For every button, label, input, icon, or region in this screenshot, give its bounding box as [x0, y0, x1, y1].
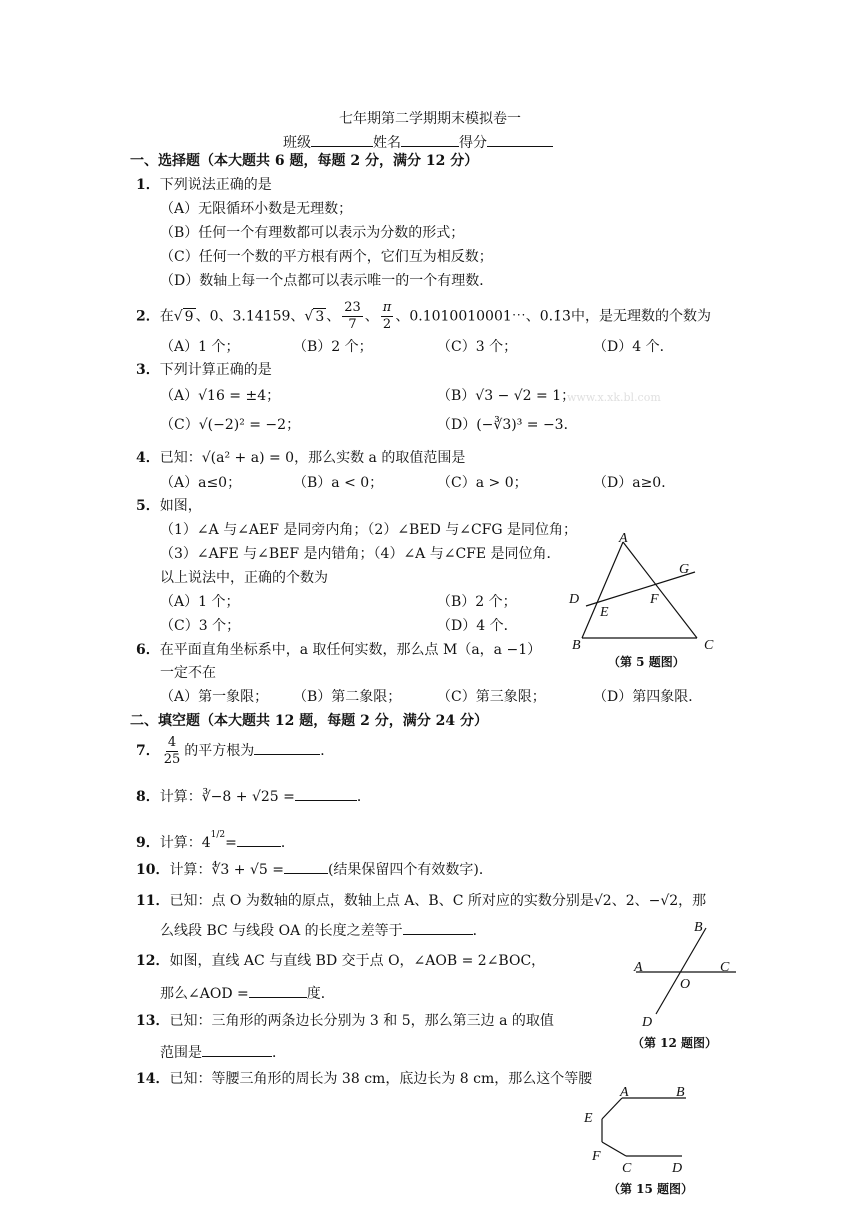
q6-option-c: （C）第三象限；: [437, 689, 546, 705]
point-a: A: [634, 960, 643, 975]
q2-option-a: （A）1 个；: [160, 339, 240, 355]
q13-answer-blank[interactable]: [202, 1042, 272, 1057]
q5-question: 以上说法中，正确的个数为: [160, 570, 328, 586]
q1-option-d: （D）数轴上每一个点都可以表示唯一的一个有理数．: [160, 273, 494, 289]
point-a: A: [620, 1085, 629, 1100]
q2-option-b: （B）2 个；: [293, 339, 373, 355]
q5-statement-1-2: （1）∠A 与∠AEF 是同旁内角；（2）∠BED 与∠CFG 是同位角；: [160, 522, 578, 538]
q12-stem-cont: 那么∠AOD = 度．: [160, 983, 335, 1003]
q8-stem: 8．计算：∛−8 + √25 = ．: [136, 786, 371, 806]
score-blank[interactable]: [487, 132, 553, 147]
point-c: C: [704, 638, 714, 652]
name-label: 姓名: [373, 135, 401, 151]
segment-fc: [602, 1142, 626, 1156]
student-info-line: [283, 132, 553, 152]
q4-option-c: （C）a > 0；: [437, 475, 528, 491]
q2-pi-fraction: $\frac{\pi}{2}$: [382, 300, 392, 332]
figure-q15-polyline: [578, 1082, 708, 1178]
q1-option-b: （B）任何一个有理数都可以表示为分数的形式；: [160, 225, 465, 241]
score-label: 得分: [459, 135, 487, 151]
point-f: F: [592, 1149, 601, 1164]
q2-option-d: （D）4 个．: [593, 339, 674, 355]
q2-stem: 2．在√ 9 、0、3.14159、√ 3 、 $\frac{23}{7}$ 、 $\frac{\pi}{2}$ 、0.1010010001⋯、0.1̇3̇中，是无理数的个数为: [136, 300, 711, 332]
q9-stem: 9．计算：$4^{1/2}=$ ．: [136, 830, 295, 851]
q7-answer-blank[interactable]: [254, 740, 320, 755]
line-bd: [656, 928, 706, 1014]
segment-ae: [602, 1098, 622, 1119]
q9-answer-blank[interactable]: [237, 832, 281, 847]
point-e: E: [600, 605, 609, 620]
q8-answer-blank[interactable]: [295, 786, 357, 801]
name-blank[interactable]: [401, 132, 459, 147]
q6-stem: 6．在平面直角坐标系中，a 取任何实数，那么点 M（a，a −1）: [136, 642, 542, 658]
fig5-caption: （第 5 题图）: [608, 655, 685, 669]
point-b: B: [676, 1085, 685, 1100]
q1-number: 1．: [136, 177, 160, 193]
q13-stem-cont: 范围是 ．: [160, 1042, 286, 1062]
q3-option-a: （A）√16 = ±4；: [160, 388, 281, 404]
q13-stem: 13．已知：三角形的两条边长分别为 3 和 5，那么第三边 a 的取值: [136, 1013, 554, 1029]
q3-option-b: （B）√3 − √2 = 1；: [437, 388, 576, 404]
q11-stem: 11．已知：点 O 为数轴的原点，数轴上点 A、B、C 所对应的实数分别是√2、2、−√2，那: [136, 893, 707, 909]
point-b: B: [694, 920, 703, 935]
q6-option-d: （D）第四象限．: [593, 689, 703, 705]
q1-option-c: （C）任何一个数的平方根有两个，它们互为相反数；: [160, 249, 493, 265]
q4-stem: 4．已知：√(a² + a) = 0，那么实数 a 的取值范围是: [136, 450, 466, 466]
q3-option-d: （D）(−∛3)³ = −3．: [437, 417, 578, 433]
q7-stem: 7． $\frac{4}{25}$ 的平方根为 ．: [136, 734, 335, 767]
fig15-caption: （第 15 题图）: [608, 1182, 694, 1196]
q3-stem-text: 下列计算正确的是: [159, 362, 272, 378]
section-heading-fill: 二、填空题（本大题共 12 题，每题 2 分，满分 24 分）: [130, 713, 488, 729]
q14-stem: 14．已知：等腰三角形的周长为 38 cm，底边长为 8 cm，那么这个等腰: [136, 1071, 593, 1087]
q2-option-c: （C）3 个；: [437, 339, 518, 355]
q4-option-d: （D）a≥0．: [593, 475, 676, 491]
q12-answer-blank[interactable]: [249, 983, 307, 998]
q1-option-a: （A）无限循环小数是无理数；: [160, 201, 353, 217]
q6-option-a: （A）第一象限；: [160, 689, 269, 705]
point-d: D: [642, 1015, 653, 1030]
section-heading-choice: 一、选择题（本大题共 6 题，每题 2 分，满分 12 分）: [130, 153, 479, 169]
q11-stem-cont: 么线段 BC 与线段 OA 的长度之差等于 ．: [160, 920, 487, 940]
point-g: G: [679, 562, 690, 577]
q3-option-c: （C）√(−2)² = −2；: [160, 417, 301, 433]
point-f: F: [650, 592, 659, 607]
q5-option-a: （A）1 个；: [160, 594, 240, 610]
q5-statement-3-4: （3）∠AFE 与∠BEF 是内错角；（4）∠A 与∠CFE 是同位角．: [160, 546, 561, 562]
q6-option-b: （B）第二象限；: [293, 689, 402, 705]
line-ac: [623, 542, 697, 638]
figure-q5-triangle: [560, 528, 720, 652]
q5-stem: 5．如图，: [136, 498, 202, 514]
point-c: C: [622, 1161, 632, 1176]
q1-stem: 1．下列说法正确的是: [136, 177, 272, 193]
q11-answer-blank[interactable]: [403, 920, 473, 935]
q4-option-b: （B）a < 0；: [293, 475, 384, 491]
line-ab: [582, 542, 623, 638]
q5-option-b: （B）2 个；: [437, 594, 517, 610]
q4-option-a: （A）a≤0；: [160, 475, 242, 491]
class-blank[interactable]: [311, 132, 373, 147]
q2-fraction: $\frac{23}{7}$: [344, 300, 361, 332]
q5-option-d: （D）4 个．: [437, 618, 518, 634]
watermark: www.x.xk.bl.com: [567, 391, 661, 404]
point-a: A: [619, 531, 628, 546]
figure-q12-lines: [628, 916, 748, 1031]
q3-stem: 3．下列计算正确的是: [136, 362, 272, 378]
q12-stem: 12．如图，直线 AC 与直线 BD 交于点 O，∠AOB = 2∠BOC，: [136, 953, 546, 969]
point-e: E: [584, 1111, 593, 1126]
q2-number: 2．: [136, 308, 160, 325]
fig12-caption: （第 12 题图）: [632, 1036, 718, 1050]
class-label: 班级: [283, 135, 311, 151]
q7-fraction: $\frac{4}{25}$: [163, 734, 181, 767]
point-b: B: [572, 638, 581, 652]
q10-stem: 10．计算：∜3 + √5 = (结果保留四个有效数字)．: [136, 859, 493, 879]
q6-stem-cont: 一定不在: [160, 665, 216, 681]
page-title: 七年期第二学期期末模拟卷一: [339, 111, 521, 127]
q10-answer-blank[interactable]: [284, 859, 328, 874]
point-c: C: [720, 960, 730, 975]
point-d: D: [672, 1161, 683, 1176]
q5-option-c: （C）3 个；: [160, 618, 241, 634]
point-o: O: [680, 977, 691, 992]
point-d: D: [569, 592, 580, 607]
